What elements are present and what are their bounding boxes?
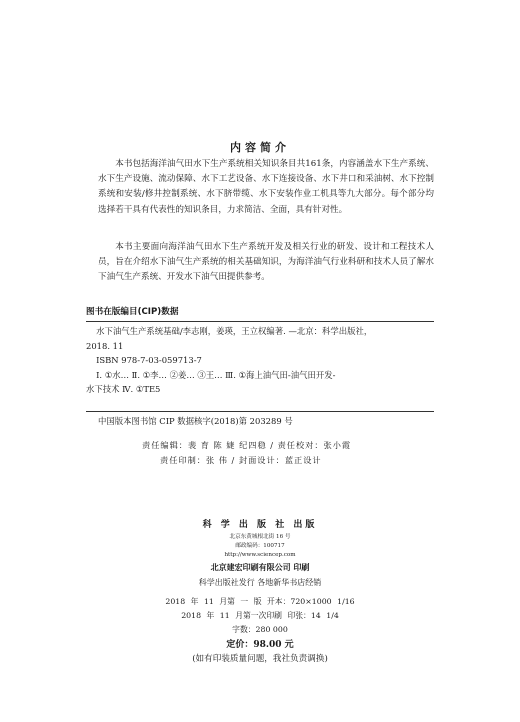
production-credits: 责任印制：张 伟 / 封面设计：蓝正设计	[160, 455, 322, 465]
price: 定价：98.00 元	[226, 640, 294, 650]
printer: 北京建宏印刷有限公司 印刷	[210, 562, 310, 572]
summary-paragraph-2: 本书主要面向海洋油气田水下生产系统开发及相关行业的研发、设计和工程技术人员，旨在介绍水下油气生产系统的相关基础知识，为海洋油气行业科研和技术人员了解水下油气生产系统、开发水下油气田提供参考。	[98, 242, 434, 283]
editor-credits: 责任编辑：裴 育 陈 婕 纪四稳 / 责任校对：张小霞	[142, 440, 352, 450]
cip-line-classification: Ⅰ. ①水… Ⅱ. ①李… ②姜… ③王… Ⅲ. ①海上油气田-油气田开发-	[96, 369, 336, 380]
cip-isbn: ISBN 978-7-03-059713-7	[96, 355, 202, 365]
summary-title: 内容简介	[230, 141, 290, 154]
summary-paragraph-1: 本书包括海洋油气田水下生产系统相关知识条目共161条，内容涵盖水下生产系统、水下生产设施、流动保障、水下工艺设备、水下连接设备、水下井口和采油树、水下控制系统和安装/修井控制系统、水下脐带缆、水下安装作业工机具等九大部分。每个部分均选择若干具有代表性的知识条目，力求简洁、全面，具有针对性。	[98, 159, 434, 215]
publisher-zip: 邮政编码：100717	[235, 543, 285, 549]
cip-line-date: 2018. 11	[86, 340, 124, 351]
cip-header: 图书在版编目(CIP)数据	[86, 307, 179, 317]
publisher-url: http://www.sciencep.com	[224, 552, 296, 558]
cip-line-title: 水下油气生产系统基础/李志刚，姜瑛，王立权编著. —北京：科学出版社，	[96, 326, 373, 336]
cip-bottom-rule	[86, 411, 434, 412]
edition-info: 2018 年 11 月第 一 版 开本：720×1000 1/16	[165, 597, 355, 606]
publisher-name: 科 学 出 版 社 出版	[202, 520, 318, 530]
cip-data-block	[86, 324, 434, 397]
distribution: 科学出版社发行 各地新华书店经销	[198, 578, 322, 587]
printing-info: 2018 年 11 月第一次印刷 印张：14 1/4	[181, 611, 339, 620]
word-count: 字数：280 000	[232, 625, 288, 634]
cip-line-subject: 水下技术 Ⅳ. ①TE5	[86, 384, 161, 394]
publisher-address: 北京东黄城根北街 16 号	[229, 534, 291, 540]
cip-number: 中国版本图书馆 CIP 数据核字(2018)第 203289 号	[98, 416, 293, 426]
quality-notice: (如有印装质量问题，我社负责调换)	[192, 654, 328, 664]
cip-top-rule	[86, 321, 434, 322]
